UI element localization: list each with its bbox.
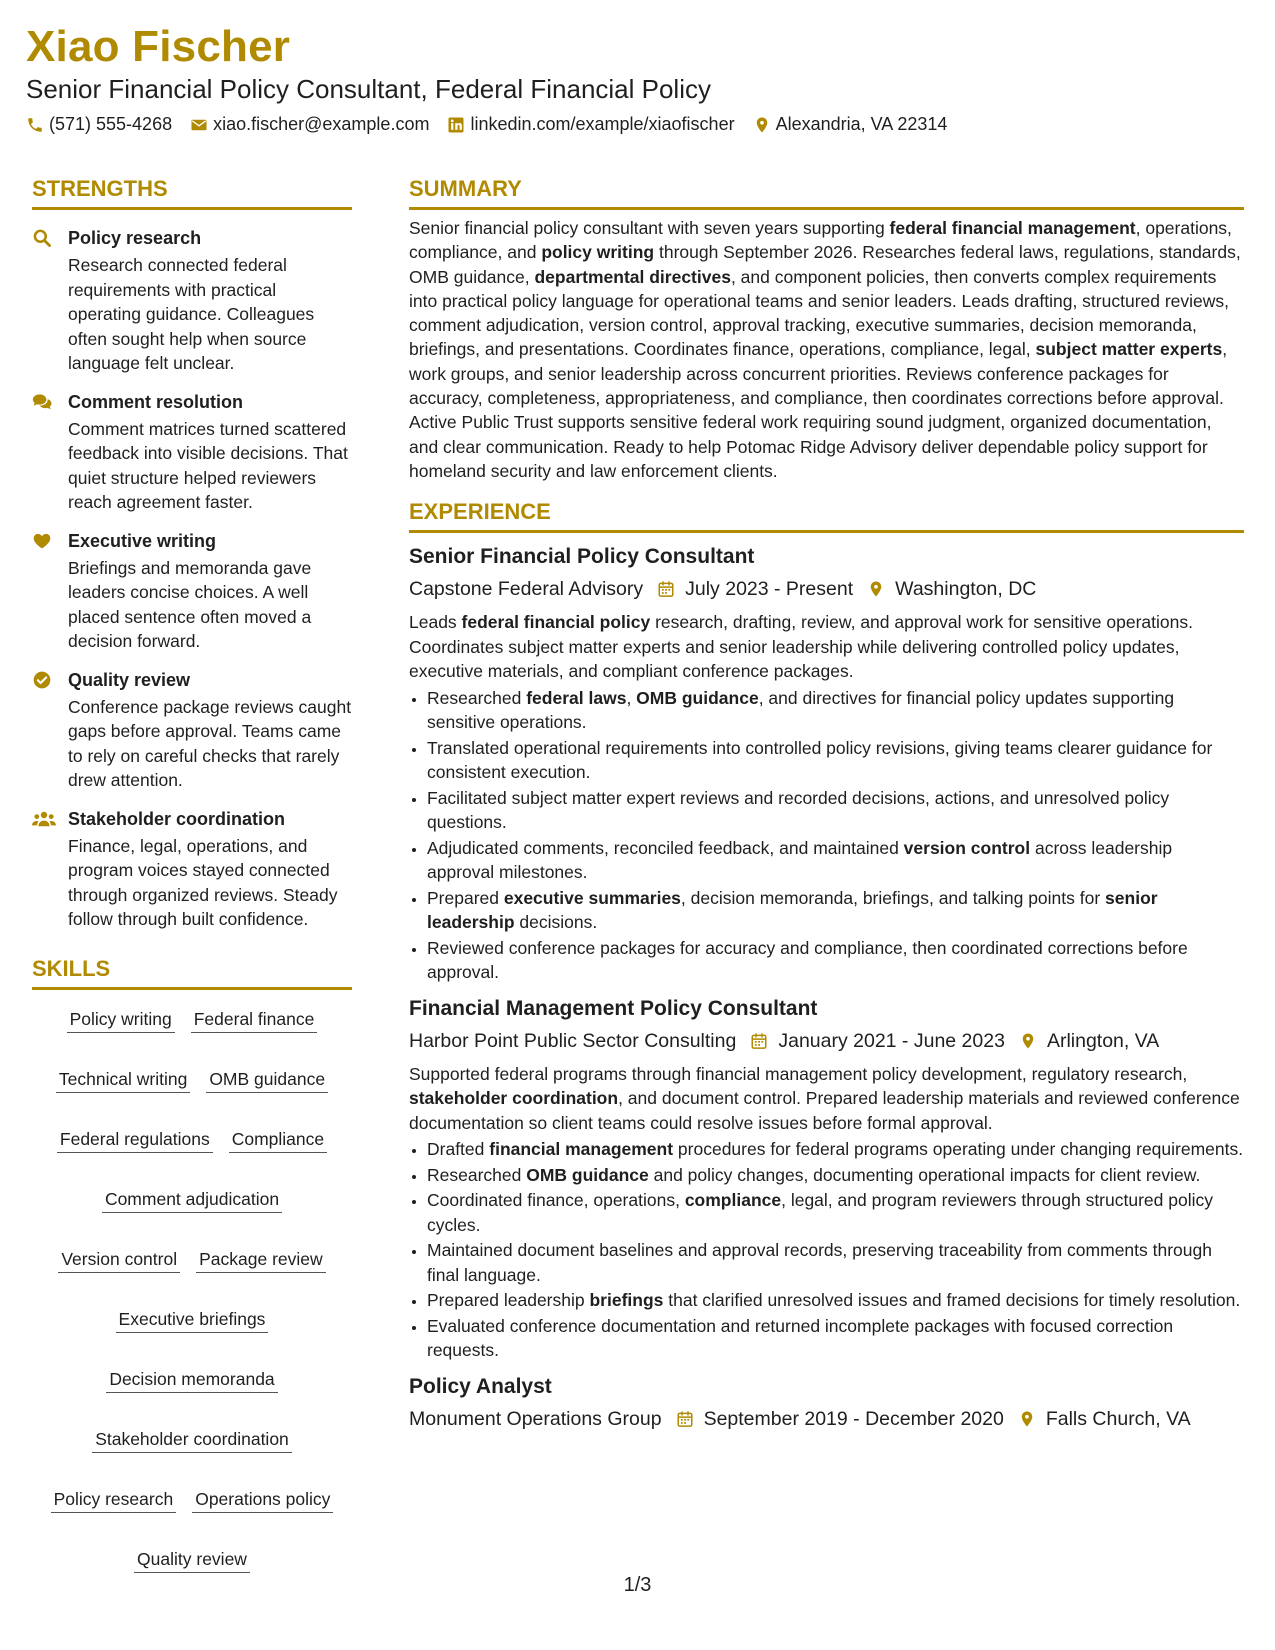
linkedin-icon	[447, 116, 465, 134]
skill-tag: Compliance	[229, 1127, 327, 1153]
strength-title: Stakeholder coordination	[68, 808, 286, 829]
strength-title: Policy research	[68, 228, 202, 248]
job-company: Capstone Federal Advisory	[409, 578, 644, 601]
map-pin-icon	[1019, 1031, 1037, 1051]
right-column	[409, 176, 1244, 1433]
map-pin-icon	[753, 116, 771, 134]
strengths-list	[32, 226, 352, 932]
job-dates: January 2021 - June 2023	[778, 1029, 1005, 1052]
strength-title: Quality review	[68, 669, 191, 690]
contact-bar	[26, 114, 947, 135]
job-bullet: • Maintained document baselines and approval records, preserving traceability from comments through final language.	[427, 1238, 1244, 1287]
skill-tag: Policy writing	[67, 1007, 175, 1033]
job-meta	[409, 1027, 1244, 1055]
job-location: Washington, DC	[895, 578, 1037, 601]
map-pin-icon	[867, 579, 885, 599]
job-location: Arlington, VA	[1046, 1029, 1160, 1052]
job-meta	[409, 1405, 1244, 1433]
experience-list	[409, 543, 1244, 1433]
job-bullets	[409, 686, 1244, 985]
skill-tag: Decision memoranda	[106, 1367, 277, 1393]
skill-tag: Quality review	[134, 1547, 250, 1573]
skill-tag: Stakeholder coordination	[92, 1427, 292, 1453]
skill-tag: Policy research	[51, 1487, 177, 1513]
summary-text: Senior financial policy consultant with seven years supporting federal financial management, operations, compliance, and policy writing through September 2026. Researches federal laws, regulations, standards, OMB guidance, departmental directives, and component policies, then converts complex requirements into practical policy language for operational teams and senior leaders. Leads drafting, structured reviews, comment adjudication, version control, approval tracking, executive summaries, decision memoranda, briefings, and presentations. Coordinates finance, operations, compliance, legal, subject matter experts, work groups, and senior leadership across concurrent priorities. Reviews conference packages for accuracy, completeness, appropriateness, and compliance, then coordinates corrections before approval. Active Public Trust supports sensitive federal work requiring sound judgment, organized documentation, and clear communication. Ready to help Potomac Ridge Advisory deliver dependable policy support for homeland security and law enforcement clients.	[409, 218, 1241, 481]
skill-tag: Package review	[196, 1247, 326, 1273]
skills-section	[32, 956, 352, 1573]
job-company: Harbor Point Public Sector Consulting	[409, 1029, 737, 1052]
job-title: Senior Financial Policy Consultant	[409, 545, 755, 569]
experience-heading: EXPERIENCE	[409, 499, 1244, 533]
job-bullet: • Prepared executive summaries, decision memoranda, briefings, and talking points for senior leadership decisions.	[427, 886, 1244, 935]
skill-tag: Comment adjudication	[102, 1187, 282, 1213]
skill-tag: OMB guidance	[206, 1067, 328, 1093]
job-company: Monument Operations Group	[409, 1407, 662, 1430]
job-description: Leads federal financial policy research, drafting, review, and approval work for sensitive operations. Coordinates subject matter experts and senior leadership while delivering controlled policy updates, executive materials, and compliant conference packages.	[409, 612, 1193, 682]
job-dates: September 2019 - December 2020	[703, 1407, 1004, 1430]
strength-desc: Conference package reviews caught gaps before approval. Teams came to rely on careful checks that rarely drew attention.	[68, 696, 352, 790]
skill-tag: Federal regulations	[57, 1127, 213, 1153]
strength-desc: Finance, legal, operations, and program voices stayed connected through organized reviews. Steady follow through built confidence.	[68, 835, 338, 929]
job-bullet: • Adjudicated comments, reconciled feedback, and maintained version control across leadership approval milestones.	[427, 836, 1244, 885]
job-bullet: • Translated operational requirements into controlled policy revisions, giving teams clearer guidance for consistent execution.	[427, 736, 1244, 785]
job-bullet: • Researched OMB guidance and policy changes, documenting operational impacts for client review.	[427, 1163, 1244, 1188]
phone-icon	[26, 116, 44, 134]
job-bullets	[409, 1137, 1244, 1363]
heart-icon	[32, 531, 52, 551]
strength-desc: Briefings and memoranda gave leaders concise choices. A well placed sentence often moved a decision forward.	[68, 557, 312, 651]
comments-icon	[32, 392, 54, 412]
page-number: 1/3	[623, 1574, 652, 1596]
strength-title: Comment resolution	[68, 391, 244, 412]
skills-heading: SKILLS	[32, 956, 352, 990]
job-location: Falls Church, VA	[1045, 1407, 1191, 1430]
calendar-icon	[657, 580, 675, 598]
job-bullet: • Prepared leadership briefings that clarified unresolved issues and framed decisions for timely resolution.	[427, 1288, 1244, 1313]
job-description: Supported federal programs through financial management policy development, regulatory research, stakeholder coordination, and document control. Prepared leadership materials and reviewed conference documentation so client teams could resolve issues before formal approval.	[409, 1063, 1240, 1133]
job-bullet: • Evaluated conference documentation and returned incomplete packages with focused correction requests.	[427, 1314, 1244, 1363]
skill-tag: Technical writing	[56, 1067, 190, 1093]
strength-item	[32, 807, 352, 932]
job-bullet: • Coordinated finance, operations, compliance, legal, and program reviewers through structured policy cycles.	[427, 1188, 1244, 1237]
candidate-name: Xiao Fischer	[26, 22, 291, 71]
contact-location	[753, 114, 948, 135]
job-dates: July 2023 - Present	[685, 578, 854, 601]
contact-linkedin[interactable]	[447, 114, 734, 135]
skill-tag: Version control	[58, 1247, 180, 1273]
map-pin-icon	[1018, 1409, 1036, 1429]
skill-tag: Executive briefings	[116, 1307, 269, 1333]
job-title: Financial Management Policy Consultant	[409, 996, 818, 1020]
strength-item	[32, 529, 352, 654]
skill-tag: Operations policy	[192, 1487, 333, 1513]
contact-phone[interactable]	[26, 114, 172, 135]
strength-desc: Research connected federal requirements with practical operating guidance. Colleagues often sought help when source language felt unclear.	[68, 255, 315, 373]
skill-tag: Federal finance	[191, 1007, 318, 1033]
search-icon	[32, 228, 52, 248]
strengths-heading: STRENGTHS	[32, 176, 352, 210]
headline: Senior Financial Policy Consultant, Federal Financial Policy	[26, 74, 711, 104]
job-entry	[409, 543, 1244, 985]
strength-item	[32, 390, 352, 515]
skills-list	[32, 1007, 352, 1573]
linkedin-text: linkedin.com/example/xiaofischer	[470, 114, 735, 134]
job-bullet: • Reviewed conference packages for accuracy and compliance, then coordinated corrections before approval.	[427, 936, 1244, 985]
job-bullet: • Researched federal laws, OMB guidance, and directives for financial policy updates supporting sensitive operations.	[427, 686, 1244, 735]
calendar-icon	[676, 1410, 694, 1428]
job-entry	[409, 995, 1244, 1363]
strength-item	[32, 226, 352, 376]
job-bullet: • Drafted financial management procedures for federal programs operating under changing requirements.	[427, 1137, 1244, 1162]
calendar-icon	[750, 1032, 768, 1050]
summary-heading: SUMMARY	[409, 176, 1244, 210]
job-title: Policy Analyst	[409, 1374, 552, 1398]
strength-title: Executive writing	[68, 530, 217, 551]
job-entry	[409, 1373, 1244, 1433]
job-meta	[409, 575, 1244, 603]
left-column	[32, 176, 352, 1573]
location-text: Alexandria, VA 22314	[775, 114, 948, 134]
check-circle-icon	[32, 670, 52, 690]
email-text: xiao.fischer@example.com	[213, 114, 430, 134]
phone-text: (571) 555-4268	[49, 114, 173, 134]
envelope-icon	[190, 116, 208, 134]
contact-email[interactable]	[190, 114, 429, 135]
strength-item	[32, 668, 352, 793]
users-icon	[32, 809, 56, 829]
strength-desc: Comment matrices turned scattered feedback into visible decisions. That quiet structure helped reviewers reach agreement faster.	[68, 418, 348, 512]
job-bullet: • Facilitated subject matter expert reviews and recorded decisions, actions, and unresolved policy questions.	[427, 786, 1244, 835]
